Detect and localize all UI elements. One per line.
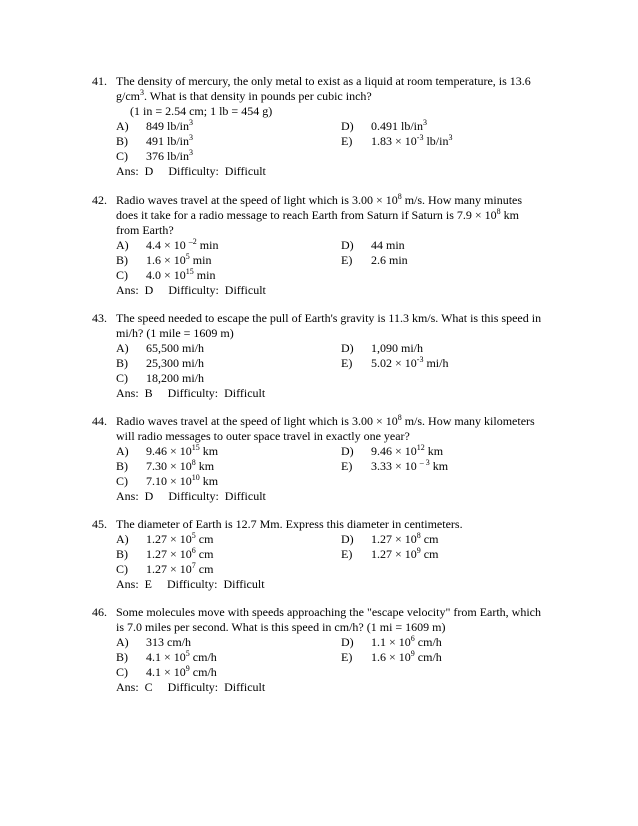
answer-choices	[116, 238, 572, 283]
question-number: 43.	[92, 311, 107, 325]
choice-label: E)	[341, 650, 353, 664]
choice-row	[116, 650, 572, 665]
choice-row	[116, 532, 572, 547]
question-45	[92, 517, 572, 592]
choice-label: C)	[116, 474, 128, 488]
question-stem-line: The density of mercury, the only metal to exist as a liquid at room temperature, is 13.6	[116, 74, 531, 88]
question-43	[92, 311, 572, 401]
question-stem-line: does it take for a radio message to reach Earth from Saturn if Saturn is $7.9 \times 10^8$ km	[116, 207, 520, 222]
question-stem	[116, 74, 572, 119]
choice-value: $7.10 \times 10^{10}$ km	[146, 473, 219, 488]
choice-label: A)	[116, 635, 129, 649]
question-stem	[116, 605, 572, 635]
choice-row	[116, 562, 572, 577]
question-number: 41.	[92, 74, 107, 88]
choice-value: $1.6 \times 10^5$ min	[146, 252, 212, 267]
choice-value: 18,200 mi/h	[146, 371, 205, 385]
choice-row	[116, 356, 572, 371]
choice-value: 65,500 mi/h	[146, 341, 205, 355]
choice-label: B)	[116, 356, 128, 370]
choice-value: $5.02 \times 10^{-3}$ mi/h	[371, 355, 449, 370]
choice-value: $7.30 \times 10^8$ km	[146, 458, 215, 473]
question-number: 45.	[92, 517, 107, 531]
choice-label: B)	[116, 650, 128, 664]
choice-row	[116, 134, 572, 149]
choice-value: $9.46 \times 10^{15}$ km	[146, 443, 219, 458]
choice-value: 44 min	[371, 238, 405, 252]
choice-value: $9.46 \times 10^{12}$ km	[371, 443, 444, 458]
answer-key: Ans: E Difficulty: Difficult	[116, 577, 265, 591]
choice-label: C)	[116, 562, 128, 576]
choice-value: $1.27 \times 10^7$ cm	[146, 561, 214, 576]
question-stem-line: will radio messages to outer space travel in exactly one year?	[116, 429, 410, 443]
question-number: 46.	[92, 605, 107, 619]
choice-value: $4.1 \times 10^5$ cm/h	[146, 649, 217, 664]
choice-label: A)	[116, 341, 129, 355]
choice-label: D)	[341, 238, 354, 252]
answer-choices	[116, 444, 572, 489]
choice-value: 2.6 min	[371, 253, 408, 267]
choice-label: E)	[341, 134, 353, 148]
choice-label: E)	[341, 253, 353, 267]
question-stem-line: The speed needed to escape the pull of Earth's gravity is 11.3 km/s. What is this speed in	[116, 311, 542, 325]
answer-key: Ans: D Difficulty: Difficult	[116, 283, 266, 297]
choice-value: $1.27 \times 10^6$ cm	[146, 546, 214, 561]
choice-row	[116, 371, 572, 386]
choice-label: D)	[341, 119, 354, 133]
choice-label: B)	[116, 547, 128, 561]
choice-label: A)	[116, 532, 129, 546]
choice-label: E)	[341, 459, 353, 473]
choice-value: $4.0 \times 10^{15}$ min	[146, 267, 216, 282]
question-stem-line: from Earth?	[116, 223, 174, 237]
choice-row	[116, 665, 572, 680]
choice-value: 25,300 mi/h	[146, 356, 205, 370]
question-42	[92, 193, 572, 298]
choice-value: 849 $lb/in^3$	[146, 118, 194, 133]
choice-value: 491 $lb/in^3$	[146, 133, 194, 148]
choice-label: A)	[116, 444, 129, 458]
choice-value: 3.33 × 10 $^{- 3}$ km	[371, 458, 449, 473]
answer-key: Ans: D Difficulty: Difficult	[116, 164, 266, 178]
question-stem-line: is 7.0 miles per second. What is this speed in cm/h? (1 mi = 1609 m)	[116, 620, 446, 634]
choice-row	[116, 238, 572, 253]
choice-row	[116, 268, 572, 283]
choice-label: E)	[341, 356, 353, 370]
choice-label: C)	[116, 268, 128, 282]
answer-choices	[116, 635, 572, 680]
question-46	[92, 605, 572, 695]
question-stem	[116, 414, 572, 444]
choice-label: E)	[341, 547, 353, 561]
choice-label: C)	[116, 149, 128, 163]
question-stem-line: The diameter of Earth is 12.7 Mm. Express this diameter in centimeters.	[116, 517, 463, 531]
answer-key: Ans: C Difficulty: Difficult	[116, 680, 266, 694]
choice-label: D)	[341, 341, 354, 355]
choice-row	[116, 474, 572, 489]
choice-label: D)	[341, 635, 354, 649]
question-number: 42.	[92, 193, 107, 207]
question-stem-line: Radio waves travel at the speed of light which is $3.00 \times 10^8$ m/s. How many kilometers	[116, 413, 535, 428]
choice-value: $1.1 \times 10^6$ cm/h	[371, 634, 442, 649]
choice-row	[116, 253, 572, 268]
choice-value: $1.6 \times 10^9$ cm/h	[371, 649, 442, 664]
choice-value: 0.491 $lb/in^3$	[371, 118, 428, 133]
choice-label: B)	[116, 459, 128, 473]
choice-value: $4.1 \times 10^9$ cm/h	[146, 664, 217, 679]
choice-value: $1.27 \times 10^9$ cm	[371, 546, 439, 561]
choice-value: $1.83 \times 10^{-3}$ $lb/in^3$	[371, 133, 453, 148]
choice-value: $1.27 \times 10^8$ cm	[371, 531, 439, 546]
question-stem	[116, 311, 572, 341]
question-number: 44.	[92, 414, 107, 428]
answer-choices	[116, 341, 572, 386]
question-stem	[116, 193, 572, 238]
choice-value: $1.27 \times 10^5$ cm	[146, 531, 214, 546]
question-44	[92, 414, 572, 504]
choice-label: B)	[116, 134, 128, 148]
question-stem-line: mi/h? (1 mile = 1609 m)	[116, 326, 234, 340]
choice-row	[116, 635, 572, 650]
choice-value: 1,090 mi/h	[371, 341, 424, 355]
choice-label: A)	[116, 238, 129, 252]
choice-value: 313 cm/h	[146, 635, 191, 649]
question-stem-line: $g/cm^3$. What is that density in pounds per cubic inch?	[116, 88, 372, 103]
choice-row	[116, 459, 572, 474]
choice-value: 376 $lb/in^3$	[146, 148, 194, 163]
answer-choices	[116, 119, 572, 164]
choice-label: A)	[116, 119, 129, 133]
choice-row	[116, 341, 572, 356]
choice-row	[116, 444, 572, 459]
choice-row	[116, 119, 572, 134]
choice-label: C)	[116, 665, 128, 679]
choice-row	[116, 547, 572, 562]
choice-value: 4.4 × 10 $^{-2}$ min	[146, 237, 219, 252]
conversion-note: (1 in = 2.54 cm; 1 lb = 454 g)	[130, 104, 273, 118]
question-stem	[116, 517, 572, 532]
answer-key: Ans: B Difficulty: Difficult	[116, 386, 266, 400]
answer-choices	[116, 532, 572, 577]
choice-label: B)	[116, 253, 128, 267]
answer-key: Ans: D Difficulty: Difficult	[116, 489, 266, 503]
choice-label: D)	[341, 444, 354, 458]
question-stem-line: Radio waves travel at the speed of light which is $3.00 \times 10^8$ m/s. How many minutes	[116, 192, 523, 207]
question-41	[92, 74, 572, 179]
question-stem-line: Some molecules move with speeds approaching the "escape velocity" from Earth, which	[116, 605, 542, 619]
choice-label: C)	[116, 371, 128, 385]
choice-row	[116, 149, 572, 164]
choice-label: D)	[341, 532, 354, 546]
